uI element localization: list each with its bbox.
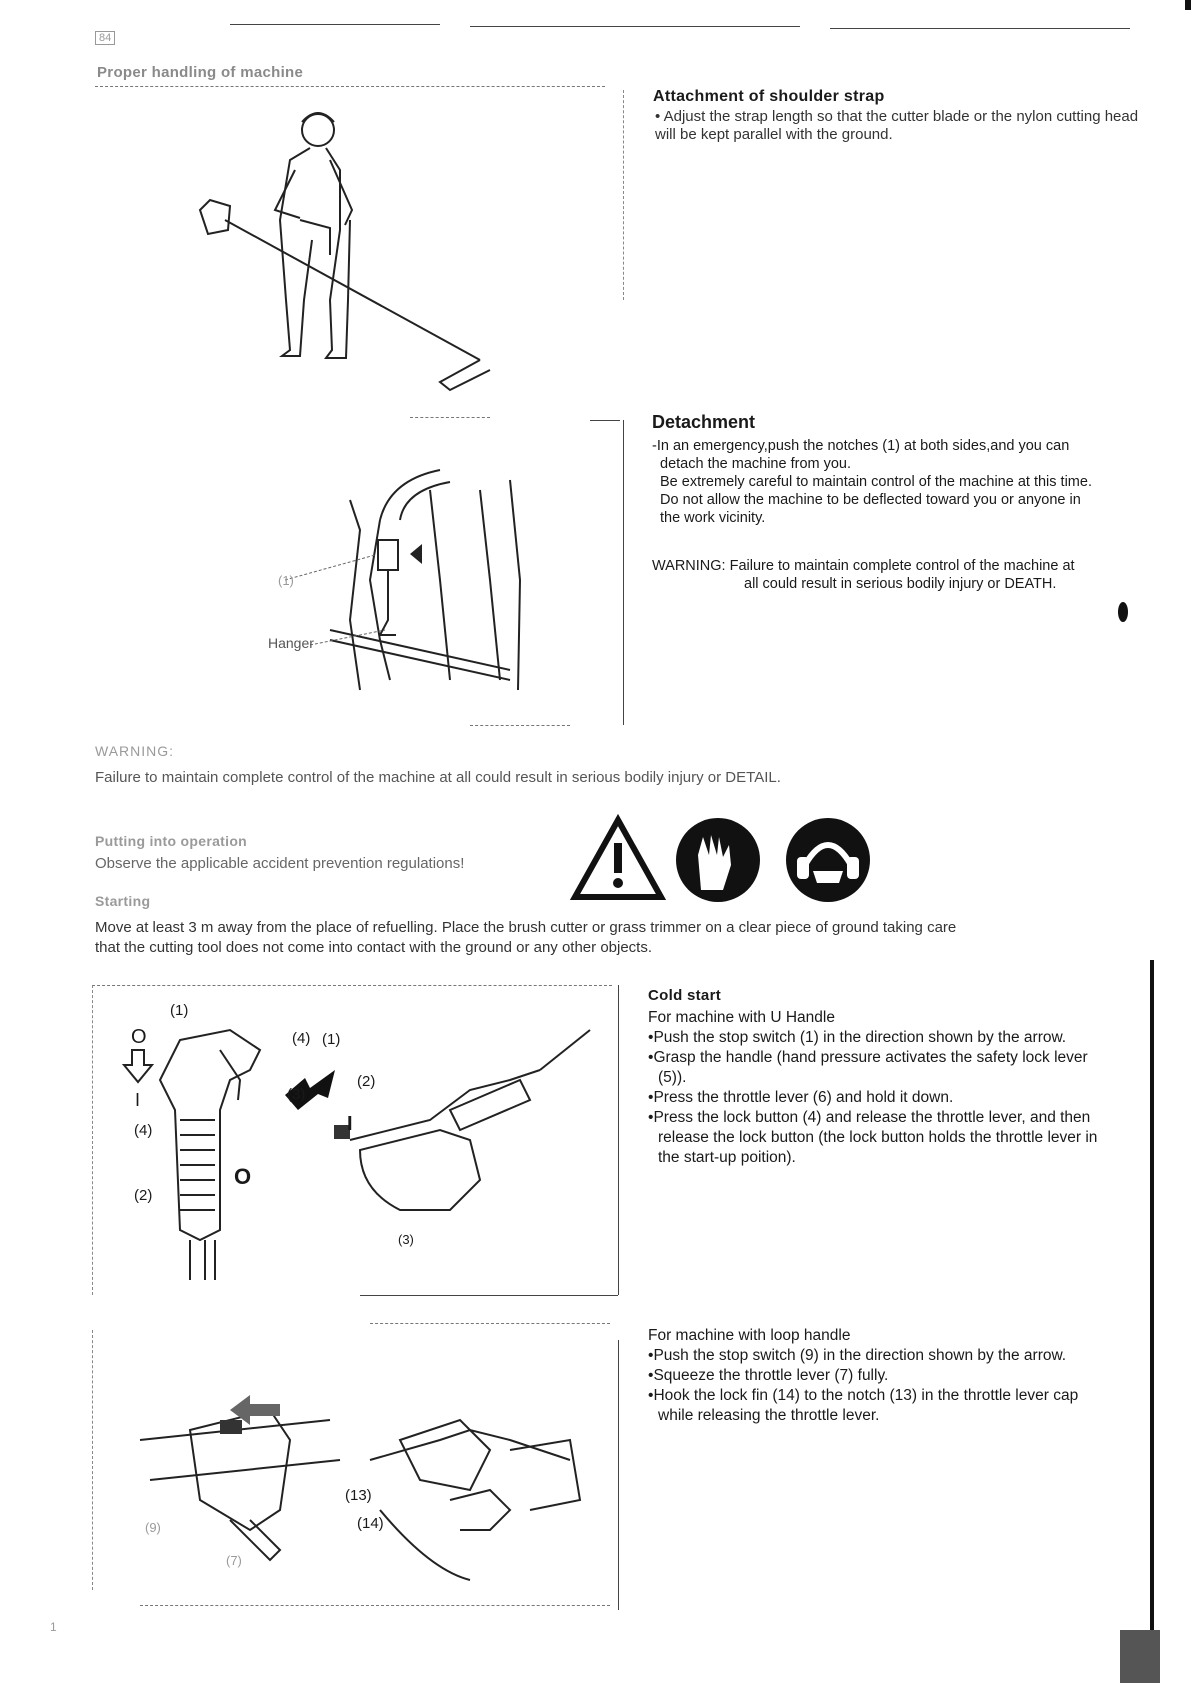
starting-line-1: Move at least 3 m away from the place of refuelling. Place the brush cutter or grass trimmer on a clear piece of ground taking care (95, 919, 957, 936)
starting-text (95, 918, 1175, 958)
fig-label-4: (4) (134, 1122, 153, 1139)
loop-frame-right (618, 1340, 619, 1610)
divider (623, 90, 624, 300)
fig-label-O1: O (131, 1026, 147, 1048)
starting-title: Starting (95, 893, 151, 909)
page-tag: 84 (95, 28, 115, 46)
ink-blot (1118, 602, 1128, 622)
loop-label-7: (7) (226, 1553, 242, 1568)
warning-title: WARNING: (95, 743, 175, 759)
loop-bullet-3b: while releasing the throttle lever. (658, 1407, 880, 1424)
shoulder-strap-title: Attachment of shoulder strap (653, 88, 885, 105)
cold-start-bullet-4b: release the lock button (the lock button holds the throttle lever in (658, 1129, 1098, 1146)
loop-label-9: (9) (145, 1520, 161, 1535)
detach-warning-line-1: WARNING: Failure to maintain complete control of the machine at (652, 558, 1075, 574)
loop-frame-bottom (140, 1605, 610, 1606)
header-rule (230, 24, 440, 25)
detach-line-1: -In an emergency,push the notches (1) at both sides,and you can (652, 438, 1070, 454)
safety-icons (573, 815, 883, 905)
cold-start-bullet-4c: the start-up poition). (658, 1149, 796, 1166)
cold-start-bullet-3: •Press the throttle lever (6) and hold it down. (648, 1089, 954, 1106)
fig-label-1: (1) (170, 1002, 189, 1019)
warning-triangle-icon (575, 820, 661, 897)
shoulder-strap-illustration (180, 100, 520, 400)
corner-mark (1185, 0, 1191, 10)
loop-frame-top (370, 1323, 610, 1324)
loop-subtitle: For machine with loop handle (648, 1327, 851, 1344)
loop-bullet-1: •Push the stop switch (9) in the direction shown by the arrow. (648, 1347, 1067, 1364)
cold-start-frame-bottom (360, 1295, 618, 1296)
fig-label-1b: (1) (322, 1031, 341, 1048)
loop-label-13: (13) (345, 1487, 372, 1504)
fig-label-I1: I (135, 1090, 141, 1110)
loop-bullet-2: •Squeeze the throttle lever (7) fully. (648, 1367, 889, 1384)
detachment-illustration (250, 460, 550, 690)
shoulder-strap-text: Adjust the strap length so that the cutter blade or the nylon cutting head will be kept parallel with the ground. (655, 108, 1139, 143)
loop-bullet-3: •Hook the lock fin (14) to the notch (13) in the throttle lever cap (648, 1387, 1079, 1404)
operation-text: Observe the applicable accident prevention regulations! (95, 855, 465, 872)
detachment-text (652, 437, 1172, 527)
cold-start-frame-top (92, 985, 612, 986)
ear-eye-protection-icon (786, 818, 870, 902)
section-rule (95, 86, 605, 87)
detach-warning-line-2: all could result in serious bodily injury or DEATH. (744, 576, 1057, 592)
cold-start-frame-right (618, 985, 619, 1295)
cold-start-title: Cold start (648, 987, 722, 1004)
label-notch: (1) (278, 573, 294, 588)
shoulder-strap-bullet: • Adjust the strap length so that the cutter blade or the nylon cutting head will be kept parallel with the ground. (655, 108, 1139, 143)
fig-label-3b: (3) (398, 1232, 414, 1247)
detach-warning (652, 557, 1172, 593)
loop-handle-illustration (130, 1380, 590, 1580)
fig-label-2b: (2) (357, 1073, 376, 1090)
detach-rule (410, 417, 490, 418)
detach-line-3: Be extremely careful to maintain control of the machine at this time. (660, 474, 1092, 490)
label-hanger: Hanger (268, 635, 314, 651)
fig-label-4b: (4) (292, 1030, 311, 1047)
header-rule-2 (470, 26, 800, 27)
detach-divider (623, 420, 624, 725)
operation-title: Putting into operation (95, 833, 248, 849)
fig-label-Ob: O (234, 1164, 252, 1189)
loop-handle-text (648, 1326, 1168, 1426)
detach-rule-2 (590, 420, 620, 421)
loop-label-14: (14) (357, 1515, 384, 1532)
detachment-title: Detachment (652, 412, 756, 432)
u-handle-illustration (120, 1010, 600, 1280)
detach-line-5: the work vicinity. (660, 510, 766, 526)
cold-start-frame-left (92, 985, 93, 1295)
cold-start-subtitle: For machine with U Handle (648, 1009, 835, 1026)
cold-start-bullet-1: •Push the stop switch (1) in the direction shown by the arrow. (648, 1029, 1067, 1046)
cold-start-bullet-4: •Press the lock button (4) and release the throttle lever, and then (648, 1109, 1091, 1126)
cold-start-text (648, 1008, 1168, 1168)
footer-mark: 1 (50, 1620, 57, 1634)
warning-text: Failure to maintain complete control of the machine at all could result in serious bodily injury or DETAIL. (95, 769, 781, 786)
scan-corner (1120, 1630, 1160, 1683)
fig-label-Ib: I (347, 1113, 353, 1135)
scan-edge (1150, 960, 1154, 1660)
section-title: Proper handling of machine (97, 64, 304, 81)
detach-line-2: detach the machine from you. (660, 456, 852, 472)
cold-start-bullet-2: •Grasp the handle (hand pressure activates the safety lock lever (648, 1049, 1088, 1066)
detach-rule-3 (470, 725, 570, 726)
starting-line-2: that the cutting tool does not come into contact with the ground or any other objects. (95, 939, 653, 956)
header-rule-3 (830, 28, 1130, 29)
fig-label-3: (3) (287, 1086, 306, 1103)
detach-line-4: Do not allow the machine to be deflected toward you or anyone in (660, 492, 1081, 508)
fig-label-2: (2) (134, 1187, 153, 1204)
cold-start-bullet-2b: (5)). (658, 1069, 687, 1086)
loop-frame-left (92, 1330, 93, 1590)
gloves-icon (676, 818, 760, 902)
